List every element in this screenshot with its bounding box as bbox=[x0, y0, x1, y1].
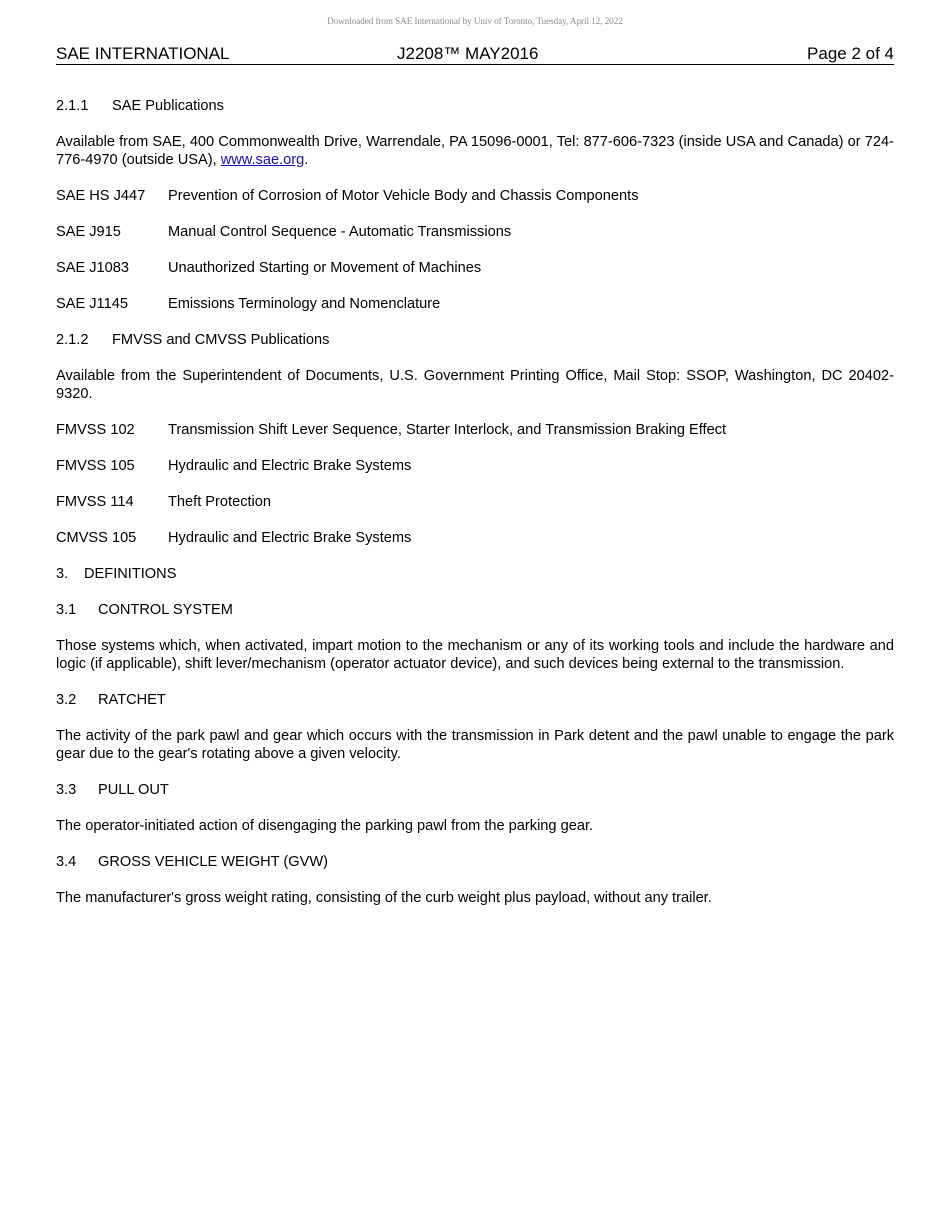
reference-code: SAE J915 bbox=[56, 224, 121, 240]
section-title: CONTROL SYSTEM bbox=[98, 602, 233, 618]
section-title: SAE Publications bbox=[112, 98, 224, 114]
section-number: 2.1.2 bbox=[56, 332, 89, 348]
section-title: PULL OUT bbox=[98, 782, 169, 798]
reference-title: Hydraulic and Electric Brake Systems bbox=[168, 458, 412, 474]
availability-text: Available from SAE, 400 Commonwealth Drive, Warrendale, PA 15096-0001, Tel: 877-606-7323 (inside USA and Canada) or 724-776-4970 (outside USA), bbox=[56, 134, 894, 168]
section-3-heading bbox=[56, 565, 894, 583]
reference-title: Unauthorized Starting or Movement of Machines bbox=[168, 260, 482, 276]
reference-sae-j1083 bbox=[56, 259, 894, 277]
section-3-3-heading bbox=[56, 781, 894, 799]
reference-title: Manual Control Sequence - Automatic Transmissions bbox=[168, 224, 512, 240]
sae-website-link[interactable]: www.sae.org bbox=[220, 152, 305, 168]
reference-sae-j1145 bbox=[56, 295, 894, 313]
section-number: 3.4 bbox=[56, 854, 77, 870]
section-number: 3.1 bbox=[56, 602, 77, 618]
reference-code: SAE HS J447 bbox=[56, 188, 146, 204]
reference-code: SAE J1145 bbox=[56, 296, 128, 312]
page-header bbox=[56, 44, 894, 65]
ratchet-definition: The activity of the park pawl and gear which occurs with the transmission in Park detent and the pawl unable to engage the park gear due to the gear's rotating above a given velocity. bbox=[56, 728, 894, 762]
reference-code: FMVSS 105 bbox=[56, 458, 135, 474]
header-document-id: J2208™ MAY2016 bbox=[397, 44, 539, 63]
section-number: 3. bbox=[56, 566, 69, 582]
pull-out-definition: The operator-initiated action of disengaging the parking pawl from the parking gear. bbox=[56, 818, 594, 834]
download-watermark: Downloaded from SAE International by Univ of Toronto, Tuesday, April 12, 2022 bbox=[327, 16, 623, 26]
sae-availability-paragraph bbox=[56, 133, 894, 169]
section-title: RATCHET bbox=[98, 692, 166, 708]
gpo-availability-paragraph: Available from the Superintendent of Documents, U.S. Government Printing Office, Mail Stop: SSOP, Washington, DC 20402-9320. bbox=[56, 368, 894, 402]
reference-fmvss-114 bbox=[56, 493, 894, 511]
reference-code: SAE J1083 bbox=[56, 260, 130, 276]
reference-code: FMVSS 102 bbox=[56, 422, 135, 438]
section-2-1-2-heading bbox=[56, 331, 894, 349]
section-3-1-heading bbox=[56, 601, 894, 619]
section-number: 2.1.1 bbox=[56, 98, 89, 114]
header-page-number: Page 2 of 4 bbox=[807, 44, 894, 63]
section-2-1-1-heading bbox=[56, 97, 894, 115]
reference-cmvss-105 bbox=[56, 529, 894, 547]
reference-sae-j915 bbox=[56, 223, 894, 241]
availability-punctuation: . bbox=[304, 152, 309, 168]
reference-code: CMVSS 105 bbox=[56, 530, 137, 546]
reference-fmvss-105 bbox=[56, 457, 894, 475]
control-system-definition: Those systems which, when activated, impart motion to the mechanism or any of its working tools and include the hardware and logic (if applicable), shift lever/mechanism (operator actuator device), and such devices being external to the transmission. bbox=[56, 638, 894, 672]
section-title: DEFINITIONS bbox=[84, 566, 177, 582]
reference-sae-hs-j447 bbox=[56, 187, 894, 205]
section-3-4-heading bbox=[56, 853, 894, 871]
reference-fmvss-102 bbox=[56, 421, 894, 439]
reference-code: FMVSS 114 bbox=[56, 494, 134, 510]
reference-title: Prevention of Corrosion of Motor Vehicle Body and Chassis Components bbox=[168, 188, 639, 204]
gvw-definition: The manufacturer's gross weight rating, consisting of the curb weight plus payload, without any trailer. bbox=[56, 890, 712, 906]
section-number: 3.3 bbox=[56, 782, 77, 798]
section-title: GROSS VEHICLE WEIGHT (GVW) bbox=[98, 854, 329, 870]
reference-title: Theft Protection bbox=[168, 494, 272, 510]
reference-title: Transmission Shift Lever Sequence, Starter Interlock, and Transmission Braking Effect bbox=[168, 422, 727, 438]
reference-title: Emissions Terminology and Nomenclature bbox=[168, 296, 441, 312]
section-number: 3.2 bbox=[56, 692, 77, 708]
header-organization: SAE INTERNATIONAL bbox=[56, 44, 230, 63]
section-3-2-heading bbox=[56, 691, 894, 709]
reference-title: Hydraulic and Electric Brake Systems bbox=[168, 530, 412, 546]
document-body bbox=[56, 97, 894, 925]
section-title: FMVSS and CMVSS Publications bbox=[112, 332, 330, 348]
